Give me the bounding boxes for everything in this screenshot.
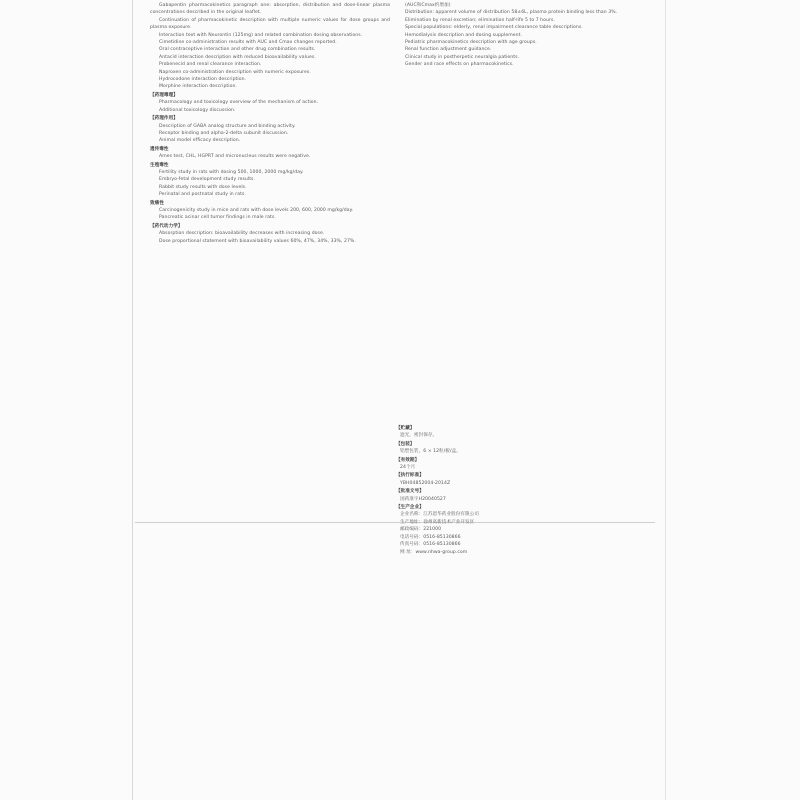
left-column-paragraph: Naproxen co-administration description with numeric exposures.: [159, 69, 311, 75]
left-column-paragraph: Absorption description: bioavailability decreases with increasing dose.: [159, 231, 325, 237]
right-column-paragraph: Distribution: apparent volume of distribution 58±6L, plasma protein binding less than 3%.: [405, 10, 618, 16]
right-column-paragraph: (AUC和Cmax约增加): [405, 3, 451, 8]
manufacturer-line: 生产地址：徐州高新技术产业开发区: [400, 519, 475, 525]
storage-value: 遮光，密封保存。: [400, 433, 438, 439]
left-column-paragraph: Antacid interaction description with reduced bioavailability values.: [159, 54, 316, 60]
left-column-heading: 【药代动力学】: [150, 223, 183, 229]
manufacturer-heading: 【生产企业】: [396, 505, 424, 511]
right-column-paragraph: Elimination by renal excretion; elimination half-life 5 to 7 hours.: [405, 17, 555, 23]
left-column-paragraph: Animal model efficacy description.: [159, 138, 241, 144]
package-heading: 【包装】: [396, 441, 415, 447]
validity-value: 24个月: [400, 465, 416, 471]
standard-heading: 【执行标准】: [396, 473, 424, 479]
left-column-heading: 【药理作用】: [150, 116, 178, 122]
manufacturer-line: 电话号码：0516-85130866: [400, 534, 461, 540]
left-column-paragraph: Interaction text with Neurontin (125mg) and related combination dosing observations.: [159, 32, 363, 38]
left-column-paragraph: Additional toxicology discussion.: [159, 107, 236, 113]
left-column-paragraph: Ames test, CHL, HGPRT and micronucleus results were negative.: [159, 154, 311, 160]
package-value: 铝塑包装，6 × 12粒/板/盒。: [400, 449, 461, 455]
left-column-heading: 致癌性: [150, 200, 164, 206]
right-column-paragraph: Renal function adjustment guidance.: [405, 47, 492, 53]
scan-right-edge: [665, 0, 666, 800]
left-column-paragraph: Embryo-fetal development study results.: [159, 177, 256, 183]
left-column-paragraph: Morphine interaction description.: [159, 84, 237, 90]
manufacturer-line: 企业名称：江苏恩华药业股份有限公司: [400, 512, 479, 518]
left-column-paragraph: Probenecid and renal clearance interaction.: [159, 62, 262, 68]
left-column-paragraph: Carcinogenicity study in mice and rats with dose levels 200, 600, 2000 mg/kg/day.: [159, 207, 354, 213]
left-column-heading: 遗传毒性: [150, 146, 169, 152]
right-column-paragraph: Special populations: elderly, renal impairment clearance table descriptions.: [405, 25, 583, 31]
storage-heading: 【贮藏】: [396, 426, 415, 431]
product-info-block: [396, 424, 646, 604]
left-column-paragraph: Pharmacology and toxicology overview of the mechanism of action.: [159, 100, 319, 106]
approval-value: 国药准字H20040527: [400, 496, 446, 502]
validity-heading: 【有效期】: [396, 457, 420, 463]
left-column-paragraph: Cimetidine co-administration results with AUC and Cmax changes reported.: [159, 40, 337, 46]
left-column-paragraph: Hydrocodone interaction description.: [159, 77, 247, 83]
left-column-paragraph: Oral contraceptive interaction and other drug combination results.: [159, 47, 316, 53]
left-column-paragraph: Perinatal and postnatal study in rats.: [159, 192, 246, 198]
right-column-paragraph: Pediatric pharmacokinetics description with age groups.: [405, 40, 537, 46]
left-column-heading: 生殖毒性: [150, 162, 169, 168]
right-text-column: [396, 2, 646, 422]
left-column-paragraph: Fertility study in rats with dosing 500, 1000, 2000 mg/kg/day.: [159, 169, 304, 175]
approval-heading: 【批准文号】: [396, 489, 424, 495]
left-column-paragraph: Dose proportional statement with bioavailability values 60%, 47%, 34%, 33%, 27%.: [159, 238, 356, 244]
standard-value: YBH04852004-2014Z: [400, 480, 451, 486]
right-column-paragraph: Gender and race effects on pharmacokinetics.: [405, 62, 514, 68]
scan-left-edge: [132, 0, 133, 800]
manufacturer-line: 传真号码：0516-85130866: [400, 542, 461, 548]
manufacturer-line: 邮政编码：221000: [400, 527, 442, 533]
right-column-paragraph: Hemodialysis description and dosing supplement.: [405, 32, 522, 38]
manufacturer-line: 网 址：www.nhwa-group.com: [400, 549, 468, 555]
left-column-paragraph: Rabbit study results with dose levels.: [159, 184, 247, 190]
right-column-paragraph: Clinical study in postherpetic neuralgia patients.: [405, 54, 520, 60]
left-column-paragraph: Description of GABA analog structure and binding activity.: [159, 123, 296, 129]
left-column-heading: 【药理毒理】: [150, 92, 178, 98]
left-column-paragraph: Gabapentin pharmacokinetics paragraph one: absorption, distribution and dose-linear plasma concentrations described in the original leaflet.: [150, 3, 390, 16]
left-column-paragraph: Receptor binding and alpha-2-delta subunit discussion.: [159, 130, 289, 136]
left-column-paragraph: Pancreatic acinar cell tumor findings in male rats.: [159, 215, 276, 221]
left-text-column: [150, 2, 390, 792]
left-column-paragraph: Continuation of pharmacokinetic description with multiple numeric values for dose groups and plasma exposure.: [150, 17, 390, 31]
